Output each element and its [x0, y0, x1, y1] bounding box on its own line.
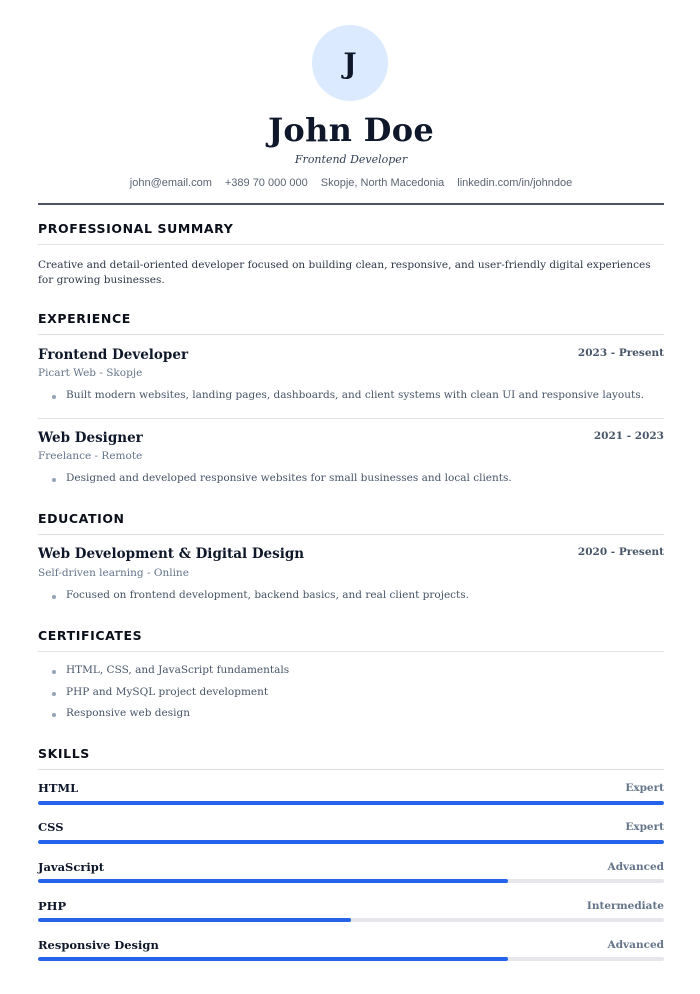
section-heading-education: EDUCATION — [38, 511, 125, 526]
skill-bar-fill — [38, 801, 664, 805]
experience-bullet: Built modern websites, landing pages, dashboards, and client systems with clean UI and responsive layouts. — [52, 389, 644, 401]
certificate-item: HTML, CSS, and JavaScript fundamentals — [52, 664, 289, 676]
section-divider — [38, 769, 664, 770]
skill-bar-fill — [38, 957, 508, 961]
skill-name: PHP — [38, 899, 67, 913]
education-date: 2020 - Present — [577, 546, 664, 558]
entry-divider — [38, 418, 664, 419]
person-name: John Doe — [267, 111, 434, 149]
skill-level: Advanced — [607, 861, 664, 873]
contact-email[interactable]: john@email.com — [129, 177, 212, 189]
skill-level: Advanced — [607, 939, 664, 951]
section-heading-certificates: CERTIFICATES — [38, 628, 143, 643]
skill-name: CSS — [38, 820, 64, 834]
contact-location: Skopje, North Macedonia — [320, 177, 445, 189]
contact-bar — [38, 177, 664, 189]
certificate-item: Responsive web design — [52, 707, 190, 719]
skill-level: Intermediate — [586, 900, 664, 912]
education-org: Self-driven learning - Online — [38, 567, 189, 579]
section-heading-experience: EXPERIENCE — [38, 311, 131, 326]
section-heading-skills: SKILLS — [38, 746, 90, 761]
skill-bar-fill — [38, 879, 508, 883]
header-divider — [38, 203, 664, 205]
certificate-item: PHP and MySQL project development — [52, 686, 268, 698]
skill-bar — [38, 957, 664, 961]
experience-title: Frontend Developer — [38, 347, 189, 363]
skill-bar — [38, 918, 664, 922]
section-divider — [38, 534, 664, 535]
skill-bar-fill — [38, 840, 664, 844]
experience-date: 2021 - 2023 — [593, 430, 664, 442]
contact-linkedin[interactable]: linkedin.com/in/johndoe — [457, 177, 573, 189]
skill-bar — [38, 840, 664, 844]
job-title: Frontend Developer — [294, 153, 408, 166]
experience-date: 2023 - Present — [577, 347, 664, 359]
section-divider — [38, 334, 664, 335]
skill-level: Expert — [625, 782, 664, 794]
summary-text: Creative and detail-oriented developer focused on building clean, responsive, and user-friendly digital experiences for growing businesses. — [38, 259, 651, 286]
avatar: J — [312, 25, 388, 101]
education-title: Web Development & Digital Design — [38, 546, 305, 562]
skill-name: Responsive Design — [38, 938, 159, 952]
skill-bar — [38, 879, 664, 883]
contact-phone[interactable]: +389 70 000 000 — [224, 177, 308, 189]
section-heading-summary: PROFESSIONAL SUMMARY — [38, 221, 234, 236]
experience-org: Picart Web - Skopje — [38, 367, 143, 379]
experience-title: Web Designer — [38, 430, 143, 446]
skill-level: Expert — [625, 821, 664, 833]
skill-name: JavaScript — [38, 860, 105, 874]
skill-bar-fill — [38, 918, 351, 922]
education-bullet: Focused on frontend development, backend basics, and real client projects. — [52, 589, 469, 601]
skill-name: HTML — [38, 781, 79, 795]
section-divider — [38, 244, 664, 245]
section-divider — [38, 651, 664, 652]
experience-org: Freelance - Remote — [38, 450, 143, 462]
skill-bar — [38, 801, 664, 805]
experience-bullet: Designed and developed responsive websites for small businesses and local clients. — [52, 472, 512, 484]
